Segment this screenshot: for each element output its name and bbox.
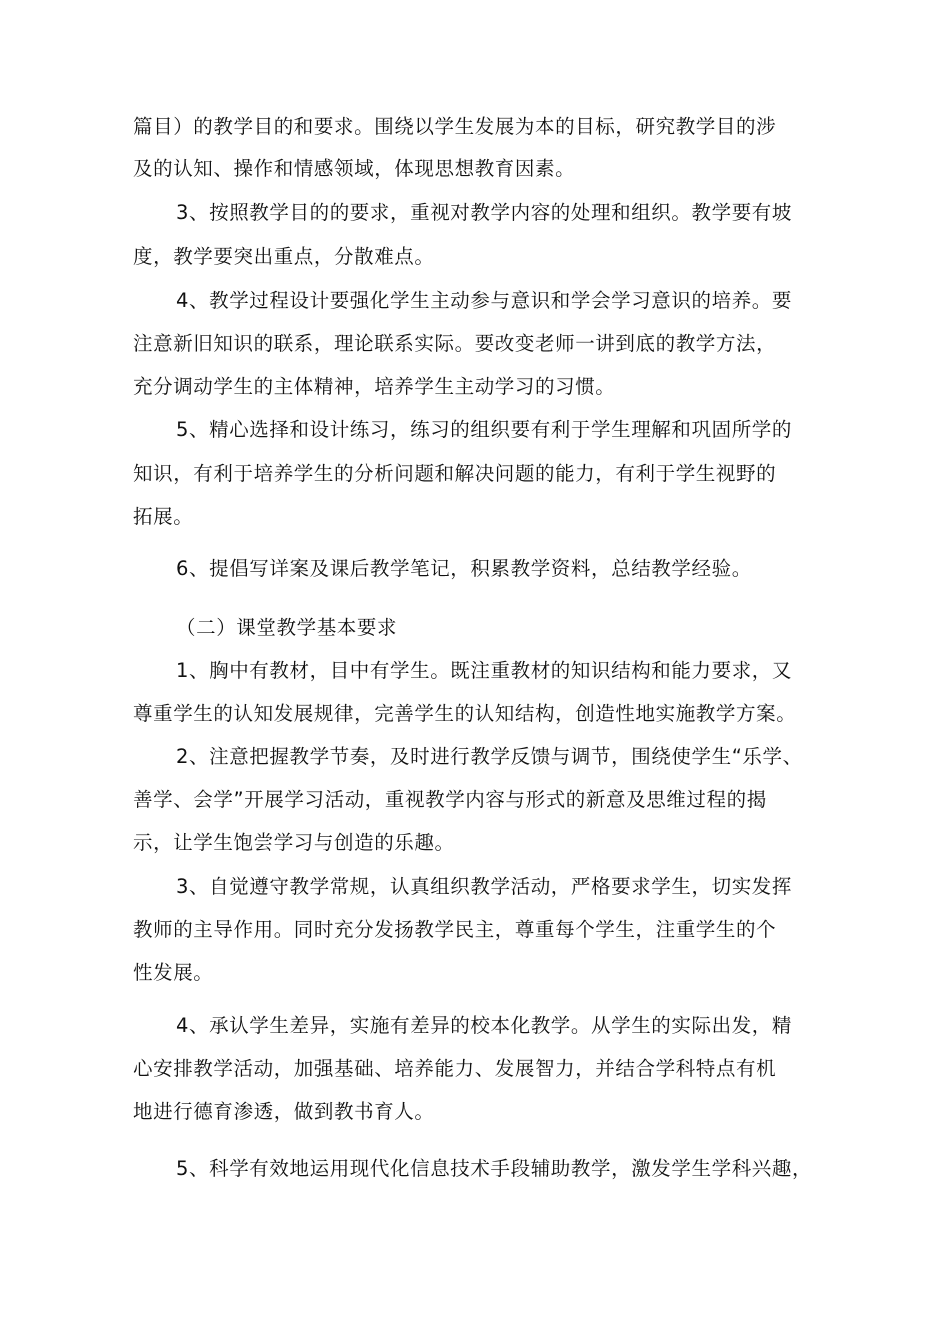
- text-line: 示，让学生饱尝学习与创造的乐趣。: [133, 831, 455, 854]
- text-line: 拓展。: [133, 505, 194, 528]
- text-line: 2、注意把握教学节奏，及时进行教学反馈与调节，围绕使学生“乐学、: [176, 745, 803, 768]
- text-line: 教师的主导作用。同时充分发扬教学民主，尊重每个学生，注重学生的个: [133, 918, 777, 941]
- text-line: 1、胸中有教材，目中有学生。既注重教材的知识结构和能力要求，又: [176, 659, 793, 682]
- text-line: 6、提倡写详案及课后教学笔记，积累教学资料，总结教学经验。: [176, 557, 752, 580]
- text-line: 3、自觉遵守教学常规，认真组织教学活动，严格要求学生，切实发挥: [176, 875, 793, 898]
- text-line: 5、科学有效地运用现代化信息技术手段辅助教学，激发学生学科兴趣，: [176, 1157, 813, 1180]
- text-line: 及的认知、操作和情感领域，体现思想教育因素。: [133, 157, 576, 180]
- text-line: 地进行德育渗透，做到教书育人。: [133, 1100, 435, 1123]
- section-heading: （二）课堂教学基本要求: [176, 616, 398, 639]
- text-line: 心安排教学活动，加强基础、培养能力、发展智力，并结合学科特点有机: [133, 1057, 777, 1080]
- text-line: 充分调动学生的主体精神，培养学生主动学习的习惯。: [133, 375, 616, 398]
- text-line: 知识，有利于培养学生的分析问题和解决问题的能力，有利于学生视野的: [133, 462, 777, 485]
- text-line: 4、教学过程设计要强化学生主动参与意识和学会学习意识的培养。要: [176, 289, 793, 312]
- text-line: 尊重学生的认知发展规律，完善学生的认知结构，创造性地实施教学方案。: [133, 702, 797, 725]
- text-line: 4、承认学生差异，实施有差异的校本化教学。从学生的实际出发，精: [176, 1014, 793, 1037]
- text-line: 5、精心选择和设计练习，练习的组织要有利于学生理解和巩固所学的: [176, 418, 793, 441]
- text-line: 善学、会学”开展学习活动，重视教学内容与形式的新意及思维过程的揭: [133, 788, 767, 811]
- text-line: 度，教学要突出重点，分散难点。: [133, 245, 435, 268]
- text-line: 性发展。: [133, 961, 214, 984]
- text-line: 3、按照教学目的的要求，重视对教学内容的处理和组织。教学要有坡: [176, 201, 793, 224]
- text-line: 注意新旧知识的联系，理论联系实际。要改变老师一讲到底的教学方法，: [133, 332, 777, 355]
- text-line: 篇目）的教学目的和要求。围绕以学生发展为本的目标，研究教学目的涉: [133, 115, 777, 138]
